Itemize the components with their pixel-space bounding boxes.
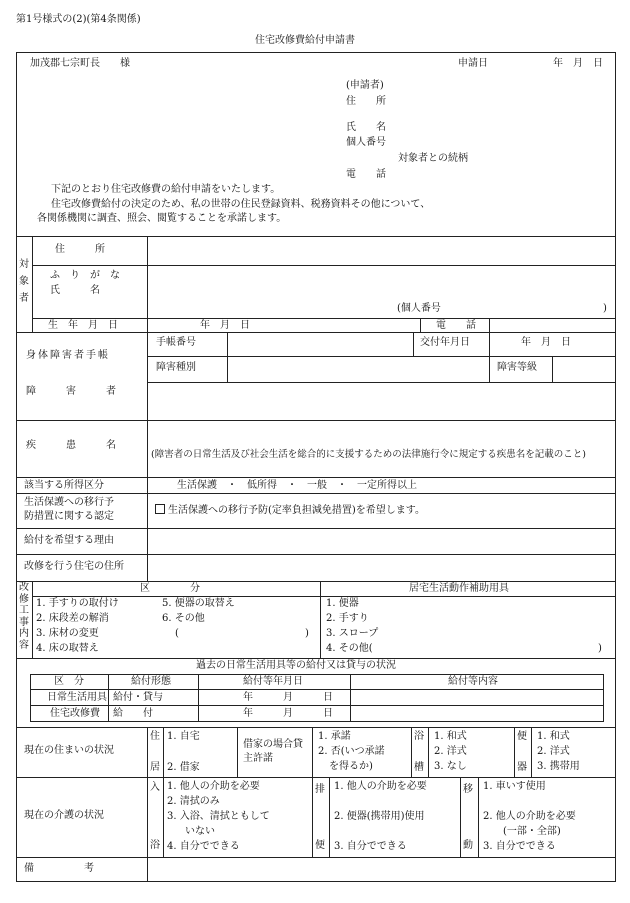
statement-line-1: 下記のとおり住宅改修費の給付申請をいたします。 <box>51 184 281 195</box>
living-residence-side-top: 住 <box>150 731 160 742</box>
excretion-option-3[interactable]: 3. 自分でできる <box>334 841 407 852</box>
excretion-side-top: 排 <box>315 784 325 795</box>
bath-option-3[interactable]: 3. なし <box>434 761 467 772</box>
toilet-option-1[interactable]: 1. 和式 <box>537 731 570 742</box>
aid-item-1[interactable]: 1. 便器 <box>326 598 359 609</box>
bath-side-top: 浴 <box>414 731 424 742</box>
form-title: 住宅改修費給付申請書 <box>255 35 355 46</box>
mobility-option-2-cont: (一部・全部) <box>503 826 561 837</box>
renovation-side-label: 改修工事内容 <box>19 582 29 651</box>
handbook-issue-date-field[interactable]: 年 月 日 <box>521 337 571 348</box>
applicant-name-label: 氏 名 <box>346 122 386 133</box>
toilet-option-2[interactable]: 2. 洋式 <box>537 746 570 757</box>
renovation-item-4[interactable]: 4. 床の取替え <box>36 643 99 654</box>
excretion-side-bottom: 便 <box>315 840 325 851</box>
toilet-option-3[interactable]: 3. 携帯用 <box>537 761 580 772</box>
subject-personal-number: (個人番号 <box>397 303 441 314</box>
past-header-content: 給付等内容 <box>448 676 498 687</box>
past-row-2-category: 住宅改修費 <box>50 708 100 719</box>
mobility-side-top: 移 <box>463 784 473 795</box>
application-date-field[interactable]: 年 月 日 <box>553 58 603 69</box>
handbook-issue-date-label: 交付年月日 <box>420 337 470 348</box>
past-row-1-form[interactable]: 給付・貸与 <box>113 692 163 703</box>
aid-item-4[interactable]: 4. その他( <box>326 643 373 654</box>
past-title: 過去の日常生活用具等の給付又は貸与の状況 <box>196 660 396 671</box>
past-header-form: 給付形態 <box>131 676 171 687</box>
living-residence-side-bottom: 居 <box>150 762 160 773</box>
renovation-category-header: 区 分 <box>140 583 200 594</box>
past-row-1-category: 日常生活用具 <box>47 692 107 703</box>
mobility-option-3[interactable]: 3. 自分でできる <box>483 841 556 852</box>
excretion-option-2[interactable]: 2. 便器(携帯用)使用 <box>334 811 425 822</box>
bathing-option-4[interactable]: 4. 自分でできる <box>167 841 240 852</box>
renovation-aids-header: 居宅生活動作補助用具 <box>409 583 509 594</box>
income-label: 該当する所得区分 <box>24 480 104 491</box>
aid-item-4-close: ) <box>598 643 602 654</box>
toilet-side-bottom: 器 <box>517 762 527 773</box>
past-row-2-form[interactable]: 給 付 <box>113 708 153 719</box>
statement-line-3: 各関係機関に調査、照会、閲覧することを承諾します。 <box>37 213 287 224</box>
mobility-option-1[interactable]: 1. 車いす使用 <box>483 781 546 792</box>
bath-side-bottom: 槽 <box>414 762 424 773</box>
welfare-label-2: 防措置に関する認定 <box>24 511 114 522</box>
landlord-consent-label: 借家の場合貸主許諾 <box>243 739 303 764</box>
applicant-personal-number-label: 個人番号 <box>346 137 386 148</box>
handbook-label: 身体障害者手帳 <box>26 350 110 361</box>
disability-label: 障 害 者 <box>26 386 116 397</box>
illness-label: 疾 患 名 <box>26 440 116 451</box>
renovation-other-close: ) <box>305 628 309 639</box>
aid-item-3[interactable]: 3. スロープ <box>326 628 379 639</box>
welfare-label-1: 生活保護への移行予 <box>24 497 114 508</box>
applicant-phone-label: 電 話 <box>346 169 386 180</box>
birthdate-field[interactable]: 年 月 日 <box>200 320 250 331</box>
subject-furigana-label: ふ り が な <box>50 270 120 281</box>
excretion-option-1[interactable]: 1. 他人の介助を必要 <box>334 781 427 792</box>
welfare-checkbox[interactable] <box>155 504 165 514</box>
past-row-2-date[interactable]: 年 月 日 <box>243 708 333 719</box>
consent-option-2-cont: を得るか) <box>329 761 373 772</box>
disability-grade-label: 障害等級 <box>497 362 537 373</box>
renovation-item-2[interactable]: 2. 床段差の解消 <box>36 613 109 624</box>
bathing-side-bottom: 浴 <box>150 840 160 851</box>
bathing-option-3[interactable]: 3. 入浴、清拭ともして <box>167 811 270 822</box>
bath-option-2[interactable]: 2. 洋式 <box>434 746 467 757</box>
addressee: 加茂郡七宗町長 様 <box>30 58 130 69</box>
form-number: 第1号様式の(2)(第4条関係) <box>16 14 141 25</box>
renovation-item-1[interactable]: 1. 手すりの取付け <box>36 598 119 609</box>
residence-option-1[interactable]: 1. 自宅 <box>167 731 200 742</box>
remarks-label: 備 考 <box>24 863 94 874</box>
renovation-item-5[interactable]: 5. 便器の取替え <box>162 598 235 609</box>
welfare-checkbox-text: 生活保護への移行予防(定率負担減免措置)を希望します。 <box>168 505 426 516</box>
aid-item-2[interactable]: 2. 手すり <box>326 613 369 624</box>
statement-line-2: 住宅改修費給付の決定のため、私の世帯の住民登録資料、税務資料その他について、 <box>51 199 431 210</box>
applicant-section-label: (申請者) <box>346 80 384 91</box>
mobility-option-2[interactable]: 2. 他人の介助を必要 <box>483 811 576 822</box>
renovation-item-6[interactable]: 6. その他 <box>162 613 205 624</box>
handbook-number-label: 手帳番号 <box>156 337 196 348</box>
past-row-1-date[interactable]: 年 月 日 <box>243 692 333 703</box>
illness-note: (障害者の日常生活及び社会生活を総合的に支援するための法律施行令に規定する疾患名を記載のこと) <box>151 449 586 460</box>
care-label: 現在の介護の状況 <box>24 810 104 821</box>
bath-option-1[interactable]: 1. 和式 <box>434 731 467 742</box>
bathing-side-top: 入 <box>150 782 160 793</box>
past-header-date: 給付等年月日 <box>243 676 303 687</box>
toilet-side-top: 便 <box>517 731 527 742</box>
form-frame <box>16 52 616 882</box>
application-date-label: 申請日 <box>458 58 488 69</box>
subject-side-label: 対象者 <box>19 259 29 304</box>
subject-phone-label: 電 話 <box>436 320 476 331</box>
mobility-side-bottom: 動 <box>463 840 473 851</box>
subject-address-label: 住 所 <box>55 244 105 255</box>
bathing-option-2[interactable]: 2. 清拭のみ <box>167 796 220 807</box>
consent-option-2[interactable]: 2. 否(いつ承諾 <box>318 746 385 757</box>
reason-label: 給付を希望する理由 <box>24 535 114 546</box>
applicant-address-label: 住 所 <box>346 96 386 107</box>
subject-personal-number-close: ) <box>603 303 607 314</box>
renovation-other-open: ( <box>175 628 179 639</box>
subject-name-label: 氏 名 <box>50 285 100 296</box>
residence-option-2[interactable]: 2. 借家 <box>167 762 200 773</box>
bathing-option-1[interactable]: 1. 他人の介助を必要 <box>167 781 260 792</box>
past-header-category: 区 分 <box>54 676 84 687</box>
applicant-relationship-label: 対象者との続柄 <box>398 153 468 164</box>
birthdate-label: 生 年 月 日 <box>48 320 118 331</box>
living-label: 現在の住まいの状況 <box>24 745 114 756</box>
consent-option-1[interactable]: 1. 承諾 <box>318 731 351 742</box>
renovation-item-3[interactable]: 3. 床材の変更 <box>36 628 99 639</box>
residence-label: 改修を行う住宅の住所 <box>24 561 124 572</box>
disability-type-label: 障害種別 <box>156 362 196 373</box>
bathing-option-3-cont: いない <box>185 826 215 837</box>
welfare-checkbox-row[interactable] <box>155 504 425 517</box>
income-options[interactable]: 生活保護 ・ 低所得 ・ 一般 ・ 一定所得以上 <box>177 480 417 491</box>
